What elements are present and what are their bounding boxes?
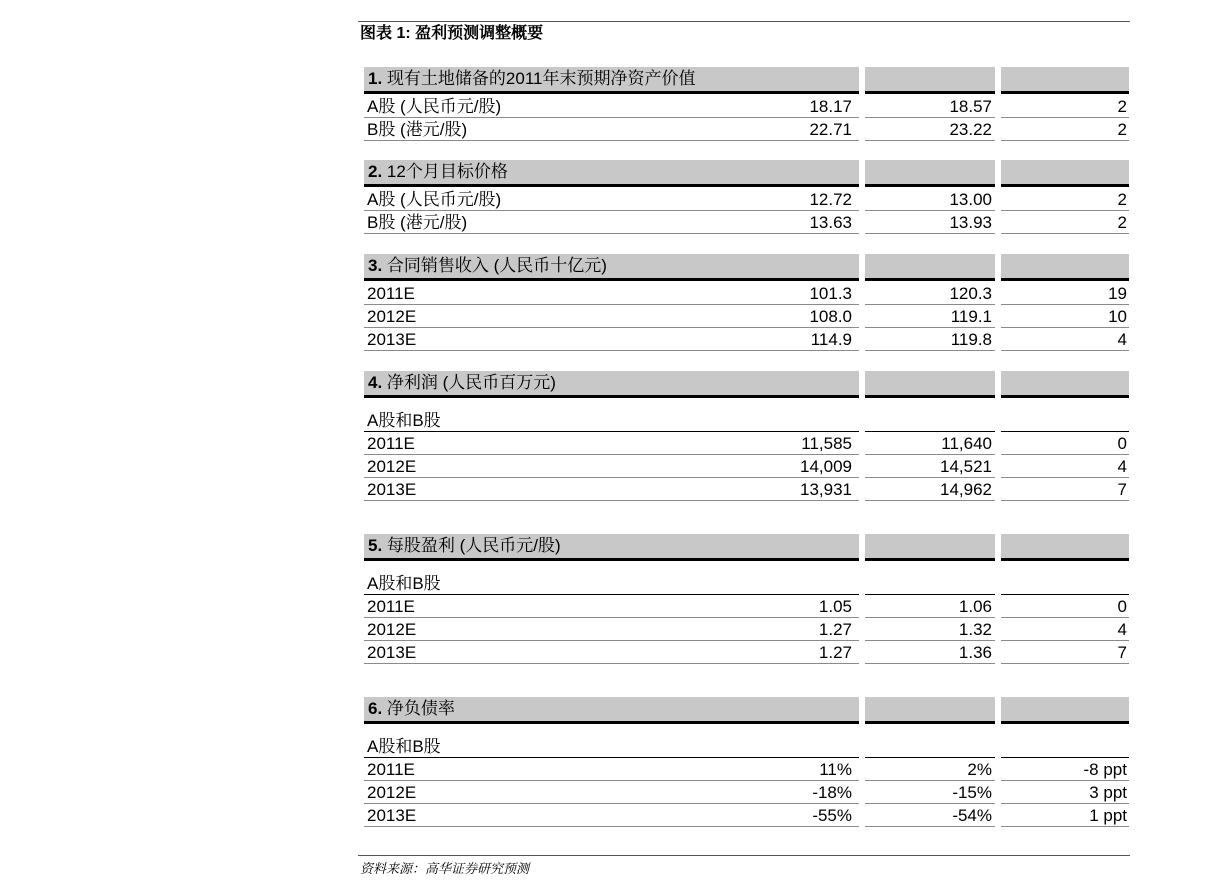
header-cell — [364, 371, 859, 398]
rule — [1001, 233, 1129, 234]
value-prior: 101.3 — [809, 284, 852, 303]
rule — [865, 826, 995, 827]
value-new: 1.36 — [958, 643, 992, 662]
table-row — [358, 478, 1130, 501]
section-title-text: 净负债率 — [386, 699, 455, 718]
value-new: 1.06 — [958, 597, 992, 616]
value-new: 14,962 — [940, 480, 992, 499]
value-new: 119.1 — [950, 307, 992, 326]
header-cell — [364, 160, 859, 187]
source-note: 资料来源：高华证券研究预测 — [360, 861, 530, 876]
value-new: 11,640 — [941, 434, 992, 453]
row-label: 2011E — [367, 760, 415, 779]
value-prior: -18% — [812, 783, 852, 802]
table-row — [358, 618, 1130, 641]
header-cell — [865, 67, 995, 94]
value-change: 2 — [1117, 213, 1127, 232]
header-cell — [865, 534, 995, 561]
header-cell — [865, 254, 995, 281]
table-row — [358, 282, 1130, 305]
rule — [364, 663, 859, 664]
table-row — [358, 118, 1130, 141]
header-cell — [364, 254, 859, 281]
row-label: 2012E — [367, 457, 417, 476]
row-label: 2011E — [367, 434, 415, 453]
section-header — [358, 697, 1130, 725]
section-2 — [358, 160, 1130, 234]
rule — [364, 350, 859, 351]
value-change: 2 — [1117, 97, 1127, 116]
value-change: 0 — [1117, 434, 1127, 453]
header-cell — [865, 160, 995, 187]
header-cell — [364, 697, 859, 724]
row-label: 2012E — [367, 783, 417, 802]
value-change: 0 — [1117, 597, 1127, 616]
value-new: 120.3 — [949, 284, 992, 303]
subheader-row — [358, 409, 1130, 432]
section-6 — [358, 697, 1130, 827]
section-number: 5. — [368, 536, 383, 555]
value-prior: 18.17 — [809, 97, 852, 116]
value-change: 2 — [1117, 120, 1127, 139]
table-row — [358, 758, 1130, 781]
table-row — [358, 188, 1130, 211]
section-title-text: 现有土地储备的2011年末预期净资产价值 — [386, 69, 696, 88]
value-new: 2% — [967, 760, 992, 779]
table-row — [358, 328, 1130, 351]
table-row — [358, 432, 1130, 455]
value-change: 19 — [1108, 284, 1127, 303]
section-title-text: 净利润 (人民币百万元) — [386, 373, 556, 392]
bottom-rule — [358, 855, 1130, 856]
row-label: 2013E — [367, 806, 417, 825]
value-change: 10 — [1108, 307, 1127, 326]
rule — [364, 140, 859, 141]
value-new: 13.93 — [949, 213, 992, 232]
subheader-label: A股和B股 — [367, 411, 441, 430]
value-prior: -55% — [812, 806, 852, 825]
section-title-text: 合同销售收入 (人民币十亿元) — [386, 256, 607, 275]
report-figure — [358, 0, 1130, 896]
row-label: 2013E — [367, 480, 417, 499]
header-cell — [865, 371, 995, 398]
table-row — [358, 305, 1130, 328]
table-row — [358, 804, 1130, 827]
value-prior: 1.27 — [818, 620, 852, 639]
section-title — [368, 255, 607, 277]
spacer — [358, 562, 1130, 572]
rule — [1001, 350, 1129, 351]
rule — [865, 233, 995, 234]
rule — [865, 140, 995, 141]
value-new: 18.57 — [949, 97, 992, 116]
table-row — [358, 95, 1130, 118]
top-rule — [358, 21, 1130, 22]
value-new: 119.8 — [950, 330, 992, 349]
section-header — [358, 160, 1130, 188]
value-prior: 1.27 — [818, 643, 852, 662]
value-new: 14,521 — [940, 457, 992, 476]
rule — [865, 663, 995, 664]
row-label: 2013E — [367, 643, 417, 662]
header-cell — [1001, 67, 1129, 94]
header-cell — [364, 534, 859, 561]
value-prior: 13,931 — [800, 480, 852, 499]
value-prior: 114.9 — [810, 330, 852, 349]
header-cell — [1001, 254, 1129, 281]
row-label: 2011E — [367, 284, 415, 303]
row-label: 2013E — [367, 330, 417, 349]
subheader-label: A股和B股 — [367, 574, 441, 593]
table-row — [358, 641, 1130, 664]
spacer — [358, 399, 1130, 409]
row-label: 2011E — [367, 597, 415, 616]
value-change: 4 — [1117, 457, 1127, 476]
spacer — [358, 725, 1130, 735]
rule — [1001, 826, 1129, 827]
section-title — [368, 68, 695, 90]
value-change: -8 ppt — [1083, 760, 1127, 779]
header-cell — [1001, 371, 1129, 398]
table-row — [358, 211, 1130, 234]
section-header — [358, 254, 1130, 282]
section-3 — [358, 254, 1130, 351]
section-title — [368, 161, 508, 183]
value-change: 7 — [1117, 480, 1127, 499]
section-5 — [358, 534, 1130, 664]
value-change: 3 ppt — [1089, 783, 1127, 802]
row-label: A股 (人民币元/股) — [367, 97, 502, 116]
value-prior: 12.72 — [809, 190, 852, 209]
rule — [364, 500, 859, 501]
row-label: A股 (人民币元/股) — [367, 190, 502, 209]
section-title-text: 12个月目标价格 — [386, 162, 508, 181]
section-1 — [358, 67, 1130, 141]
row-label: B股 (港元/股) — [367, 213, 468, 232]
value-new: 1.32 — [958, 620, 992, 639]
section-number: 3. — [368, 256, 383, 275]
rule — [865, 350, 995, 351]
section-title-text: 每股盈利 (人民币元/股) — [386, 536, 561, 555]
value-new: 13.00 — [949, 190, 992, 209]
value-change: 2 — [1117, 190, 1127, 209]
section-number: 1. — [368, 69, 383, 88]
value-prior: 11% — [819, 760, 852, 779]
section-title — [368, 535, 561, 557]
rule — [865, 500, 995, 501]
subheader-row — [358, 572, 1130, 595]
value-change: 1 ppt — [1089, 806, 1127, 825]
section-number: 6. — [368, 699, 383, 718]
section-header — [358, 67, 1130, 95]
table-row — [358, 781, 1130, 804]
value-new: -54% — [952, 806, 992, 825]
row-label: B股 (港元/股) — [367, 120, 468, 139]
section-title — [368, 698, 455, 720]
section-title — [368, 372, 556, 394]
header-cell — [865, 697, 995, 724]
value-prior: 108.0 — [809, 307, 852, 326]
rule — [1001, 663, 1129, 664]
value-change: 4 — [1117, 620, 1127, 639]
value-prior: 11,585 — [801, 434, 852, 453]
value-change: 7 — [1117, 643, 1127, 662]
rule — [1001, 500, 1129, 501]
figure-title: 图表 1: 盈利预测调整概要 — [360, 25, 544, 42]
rule — [1001, 140, 1129, 141]
section-number: 2. — [368, 162, 383, 181]
value-new: -15% — [952, 783, 992, 802]
subheader-row — [358, 735, 1130, 758]
value-prior: 1.05 — [818, 597, 852, 616]
rule — [364, 233, 859, 234]
value-prior: 22.71 — [809, 120, 852, 139]
section-header — [358, 534, 1130, 562]
subheader-label: A股和B股 — [367, 737, 441, 756]
row-label: 2012E — [367, 620, 417, 639]
header-cell — [1001, 697, 1129, 724]
section-number: 4. — [368, 373, 383, 392]
header-cell — [1001, 160, 1129, 187]
row-label: 2012E — [367, 307, 417, 326]
section-header — [358, 371, 1130, 399]
header-cell — [364, 67, 859, 94]
rule — [364, 826, 859, 827]
value-change: 4 — [1117, 330, 1127, 349]
value-prior: 14,009 — [800, 457, 852, 476]
table-row — [358, 455, 1130, 478]
section-4 — [358, 371, 1130, 501]
value-new: 23.22 — [949, 120, 992, 139]
value-prior: 13.63 — [809, 213, 852, 232]
table-row — [358, 595, 1130, 618]
header-cell — [1001, 534, 1129, 561]
